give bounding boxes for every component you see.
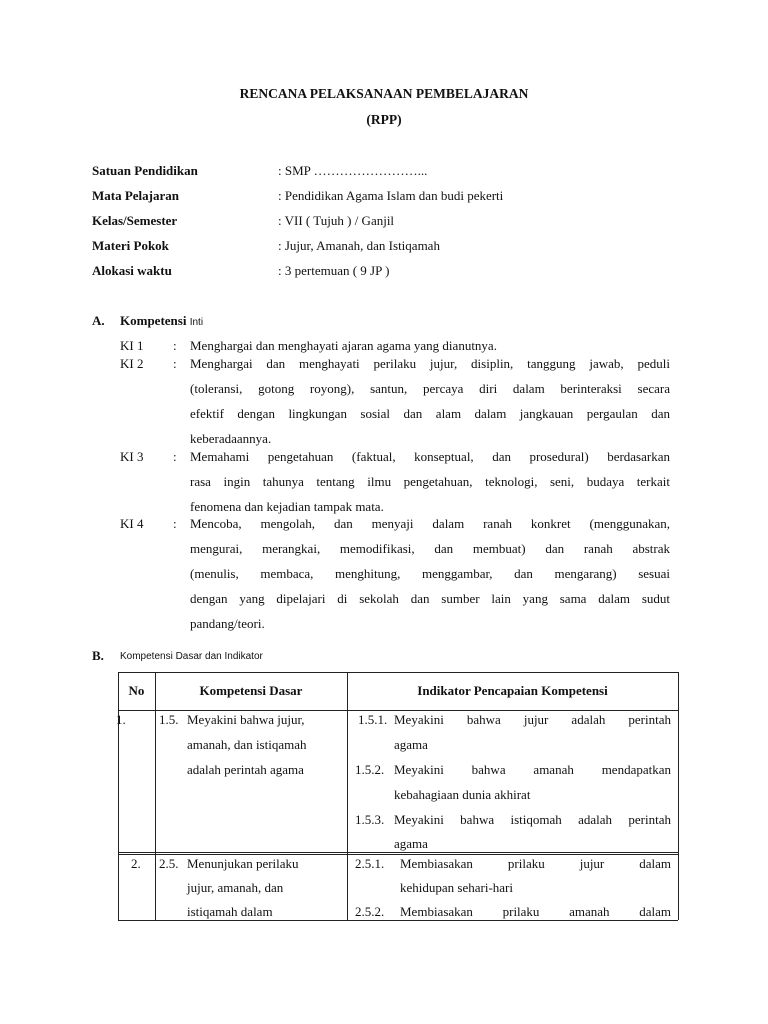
- ki-text-line: rasa ingin tahunya tentang ilmu pengetahuan, teknologi, seni, budaya terkait: [190, 474, 670, 489]
- identity-label: Satuan Pendidikan: [92, 163, 198, 178]
- indicator-number: 1.5.2.: [355, 762, 385, 777]
- ki-colon: :: [173, 356, 177, 371]
- indicator-text-line: Meyakini bahwa istiqomah adalah perintah: [394, 812, 671, 827]
- ki-text-line: mengurai, merangkai, memodifikasi, dan membuat) dan ranah abstrak: [190, 541, 670, 556]
- identity-value: : 3 pertemuan ( 9 JP ): [278, 263, 390, 278]
- ki-text-line: pandang/teori.: [190, 616, 265, 631]
- ki-colon: :: [173, 449, 177, 464]
- table-row-no: 1.: [116, 712, 126, 727]
- ki-text-line: keberadaannya.: [190, 431, 272, 446]
- indicator-number: 1.5.1.: [358, 712, 388, 727]
- table-border: [155, 672, 156, 920]
- indicator-number: 2.5.1.: [355, 856, 385, 871]
- kd-text-line: jujur, amanah, dan: [187, 880, 284, 895]
- kd-number: 2.5.: [159, 856, 179, 871]
- kd-text-line: adalah perintah agama: [187, 762, 304, 777]
- indicator-text-line: Meyakini bahwa jujur adalah perintah: [394, 712, 671, 727]
- table-border: [347, 672, 348, 920]
- table-row-no: 2.: [131, 856, 141, 871]
- identity-value: : VII ( Tujuh ) / Ganjil: [278, 213, 395, 228]
- section-a-letter: A.: [92, 313, 105, 328]
- ki-text-line: fenomena dan kejadian tampak mata.: [190, 499, 384, 514]
- section-a-title-suffix: Inti: [189, 317, 204, 328]
- kd-text-line: Menunjukan perilaku: [187, 856, 299, 871]
- kd-text-line: istiqamah dalam: [187, 904, 273, 919]
- table-border: [118, 672, 678, 673]
- table-border: [678, 672, 679, 920]
- table-header: Indikator Pencapaian Kompetensi: [417, 683, 608, 698]
- table-header: Kompetensi Dasar: [199, 683, 303, 698]
- table-border: [118, 854, 678, 855]
- table-border: [118, 920, 678, 921]
- ki-code: KI 4: [120, 516, 144, 531]
- section-a-title: Kompetensi: [120, 313, 187, 328]
- section-b-title: Kompetensi Dasar dan Indikator: [120, 651, 263, 662]
- indicator-text-line: agama: [394, 836, 428, 851]
- identity-label: Mata Pelajaran: [92, 188, 180, 203]
- identity-value: : SMP ……………………...: [278, 163, 428, 178]
- ki-text-line: efektif dengan lingkungan sosial dan alam dalam jangkauan pergaulan dan: [190, 406, 670, 421]
- identity-value: : Jujur, Amanah, dan Istiqamah: [278, 238, 440, 253]
- indicator-text-line: Meyakini bahwa amanah mendapatkan: [394, 762, 671, 777]
- ki-text-line: Menghargai dan menghayati perilaku jujur, disiplin, tanggung jawab, peduli: [190, 356, 670, 371]
- indicator-number: 2.5.2.: [355, 904, 385, 919]
- indicator-text-line: kebahagiaan dunia akhirat: [394, 787, 531, 802]
- table-border: [118, 672, 119, 920]
- section-a-heading: [120, 313, 203, 329]
- indicator-number: 1.5.3.: [355, 812, 385, 827]
- indicator-text-line: Membiasakan prilaku jujur dalam: [400, 856, 671, 871]
- table-border: [118, 710, 678, 711]
- identity-value: : Pendidikan Agama Islam dan budi pekerti: [278, 188, 504, 203]
- ki-code: KI 1: [120, 338, 144, 353]
- identity-label: Materi Pokok: [92, 238, 169, 253]
- document-subtitle: (RPP): [366, 112, 402, 127]
- indicator-text-line: agama: [394, 737, 428, 752]
- kd-text-line: amanah, dan istiqamah: [187, 737, 307, 752]
- ki-text-line: Memahami pengetahuan (faktual, konseptual, dan prosedural) berdasarkan: [190, 449, 670, 464]
- table-border: [118, 852, 678, 853]
- identity-label: Kelas/Semester: [92, 213, 178, 228]
- ki-text-line: (toleransi, gotong royong), santun, percaya diri dalam berinteraksi secara: [190, 381, 670, 396]
- indicator-text-line: Membiasakan prilaku amanah dalam: [400, 904, 671, 919]
- ki-code: KI 3: [120, 449, 144, 464]
- ki-text-line: Menghargai dan menghayati ajaran agama yang dianutnya.: [190, 338, 497, 353]
- ki-text-line: (menulis, membaca, menghitung, menggambar, dan mengarang) sesuai: [190, 566, 670, 581]
- indicator-text-line: kehidupan sehari-hari: [400, 880, 513, 895]
- ki-colon: :: [173, 338, 177, 353]
- ki-text-line: dengan yang dipelajari di sekolah dan sumber lain yang sama dalam sudut: [190, 591, 670, 606]
- table-header: No: [128, 683, 145, 698]
- ki-text-line: Mencoba, mengolah, dan menyaji dalam ranah konkret (menggunakan,: [190, 516, 670, 531]
- ki-code: KI 2: [120, 356, 144, 371]
- ki-colon: :: [173, 516, 177, 531]
- identity-label: Alokasi waktu: [92, 263, 172, 278]
- section-b-letter: B.: [92, 648, 104, 663]
- kd-text-line: Meyakini bahwa jujur,: [187, 712, 305, 727]
- document-title: RENCANA PELAKSANAAN PEMBELAJARAN: [239, 86, 529, 101]
- kd-number: 1.5.: [159, 712, 179, 727]
